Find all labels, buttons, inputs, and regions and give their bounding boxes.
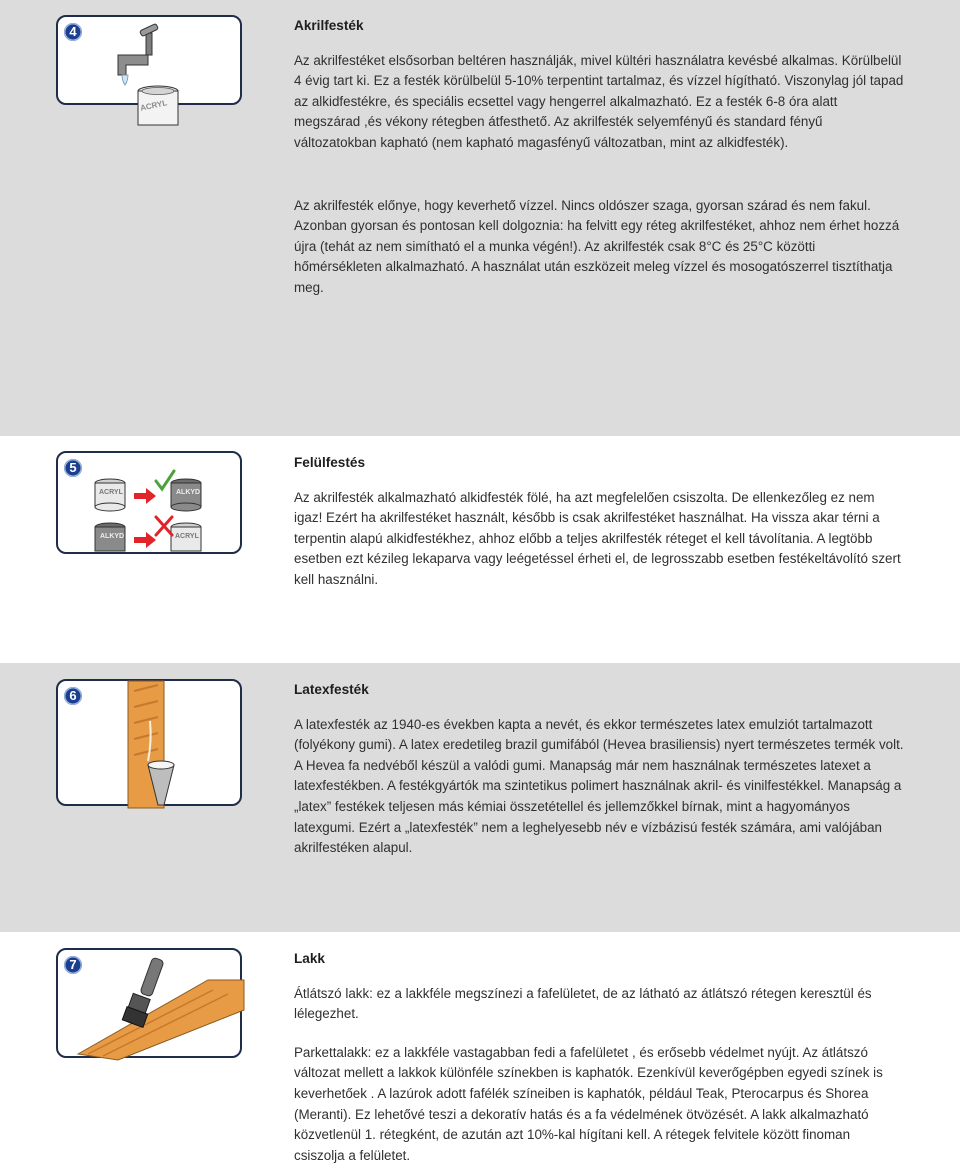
can-label: ALKYD — [176, 489, 201, 496]
acrylic-text-block — [294, 16, 904, 299]
section-title: Lakk — [294, 951, 325, 966]
rubber-tree-tap-icon — [58, 681, 244, 808]
paragraph: A latexfesték az 1940-es években kapta a nevét, és ekkor természetes latex emulziót tartalmazott (folyékony gumi). A latex eredetileg brazil gumifából (Hevea brasiliensis) nyert természetes termék volt. A Hevea fa nedvéből készül a valódi gumi. Manapság már nem használnak természetes latexet a latexfestékben. A festékgyártók ma szintetikus polimert használnak akril- és vinilfestékkel. Manapság a „latex” festékek teljesen más kémiai összetétellel és jellemzőkkel bírnak, mint a hagyományos latexgumi. Ezért a „latexfesték” nem a leghelyesebb név e vízbázisú festék számára, ami valójában akrilfestéken alapul. — [294, 716, 904, 856]
faucet-paint-can-icon — [58, 17, 244, 107]
section-title: Latexfesték — [294, 682, 369, 697]
section-acrylic — [0, 0, 960, 436]
paragraph: Átlátszó lakk: ez a lakkféle megszínezi a fafelületet, de az látható az átlátszó rétegen keresztül és lélegezhet. — [294, 985, 872, 1022]
section-latex — [0, 663, 960, 932]
section-overpainting — [0, 436, 960, 663]
latex-illustration-panel — [56, 679, 242, 806]
step-number-badge: 5 — [64, 459, 82, 477]
can-label: ACRYL — [99, 489, 123, 496]
overpainting-text-block — [294, 453, 904, 591]
paragraph: Az akrilfestéket elsősorban beltéren használják, mivel kültéri használatra kevésbé alkalmas. Körülbelül 4 évig tart ki. Ez a festék körülbelül 5-10% terpentint tartalmaz, és vízzel hígítható. Viszonylag jól tapad az alkidfestékre, és speciális ecsettel vagy hengerrel alkalmazható. Ez a festék 6-8 óra alatt megszárad ,és vékony rétegben átfesthető. Az akrilfesték selyemfényű és standard fényű változatokban kapható (nem kapható magasfényű változatban, mint az alkidfesték). — [294, 52, 904, 150]
varnish-text-block — [294, 949, 904, 1166]
step-number-badge: 6 — [64, 687, 82, 705]
section-title: Felülfestés — [294, 455, 366, 470]
arrow-icon — [134, 532, 156, 548]
cross-icon — [156, 517, 172, 535]
paragraph: Az akrilfesték előnye, hogy keverhető vízzel. Nincs oldószer szaga, gyorsan szárad és nem fakul. Azonban gyorsan és pontosan kell dolgoznia: ha felvitt egy réteg akrilfestéket, ahhoz nem érhet hozzá újra (tehát az nem simítható el a munka végén!). Az akrilfesték csak 8°C és 25°C közötti hőmérsékleten alkalmazható. A használat után eszközeit meleg vízzel és mosogatószerrel tisztíthatja meg. — [294, 197, 900, 295]
section-varnish — [0, 932, 960, 1169]
can-label: ACRYL — [139, 98, 168, 113]
paragraph: Az akrilfesték alkalmazható alkidfesték fölé, ha azt megfelelően csiszolta. De ellenkezőleg ez nem igaz! Ezért ha akrilfestéket használt, később is csak akrilfestéket használhat. Ha vissza akar térni a terpentin alapú alkidfestékhez, ahhoz előbb a teljes akrilfesték réteget el kell távolítania. A legtöbb esetben ezt kézileg lekaparva vagy leégetéssel érheti el, de legrosszabb esetben festékeltávolító szert kell használni. — [294, 489, 901, 587]
paragraph: Parkettalakk: ez a lakkféle vastagabban fedi a fafelületet , és erősebb védelmet nyújt. Az átlátszó változat mellett a lakkok különféle színekben is kaphatók. Ezenkívül keverőgépben egyedi színek is keverhetőek . A lazúrok adott fafélék színeiben is kaphatók, például Teak, Pterocarpus és Shorea (Meranti). Ez lehetővé teszi a dekoratív hatás és a fa védelmének ötvözését. A lakk alkalmazható közvetlenül 1. rétegként, de azután azt 10%-kal hígítani kell. A rétegek felvitele között finoman csiszolja a felületet. — [294, 1044, 883, 1163]
overpainting-illustration-panel — [56, 451, 242, 554]
can-label: ALKYD — [100, 533, 125, 540]
latex-text-block — [294, 680, 904, 859]
section-title: Akrilfesték — [294, 18, 364, 33]
brush-wood-plank-icon — [58, 950, 244, 1060]
arrow-icon — [134, 488, 156, 504]
paint-compatibility-icon — [58, 453, 244, 556]
step-number-badge: 4 — [64, 23, 82, 41]
can-label: ACRYL — [175, 533, 199, 540]
varnish-illustration-panel — [56, 948, 242, 1058]
acrylic-illustration-panel — [56, 15, 242, 113]
step-number-badge: 7 — [64, 956, 82, 974]
